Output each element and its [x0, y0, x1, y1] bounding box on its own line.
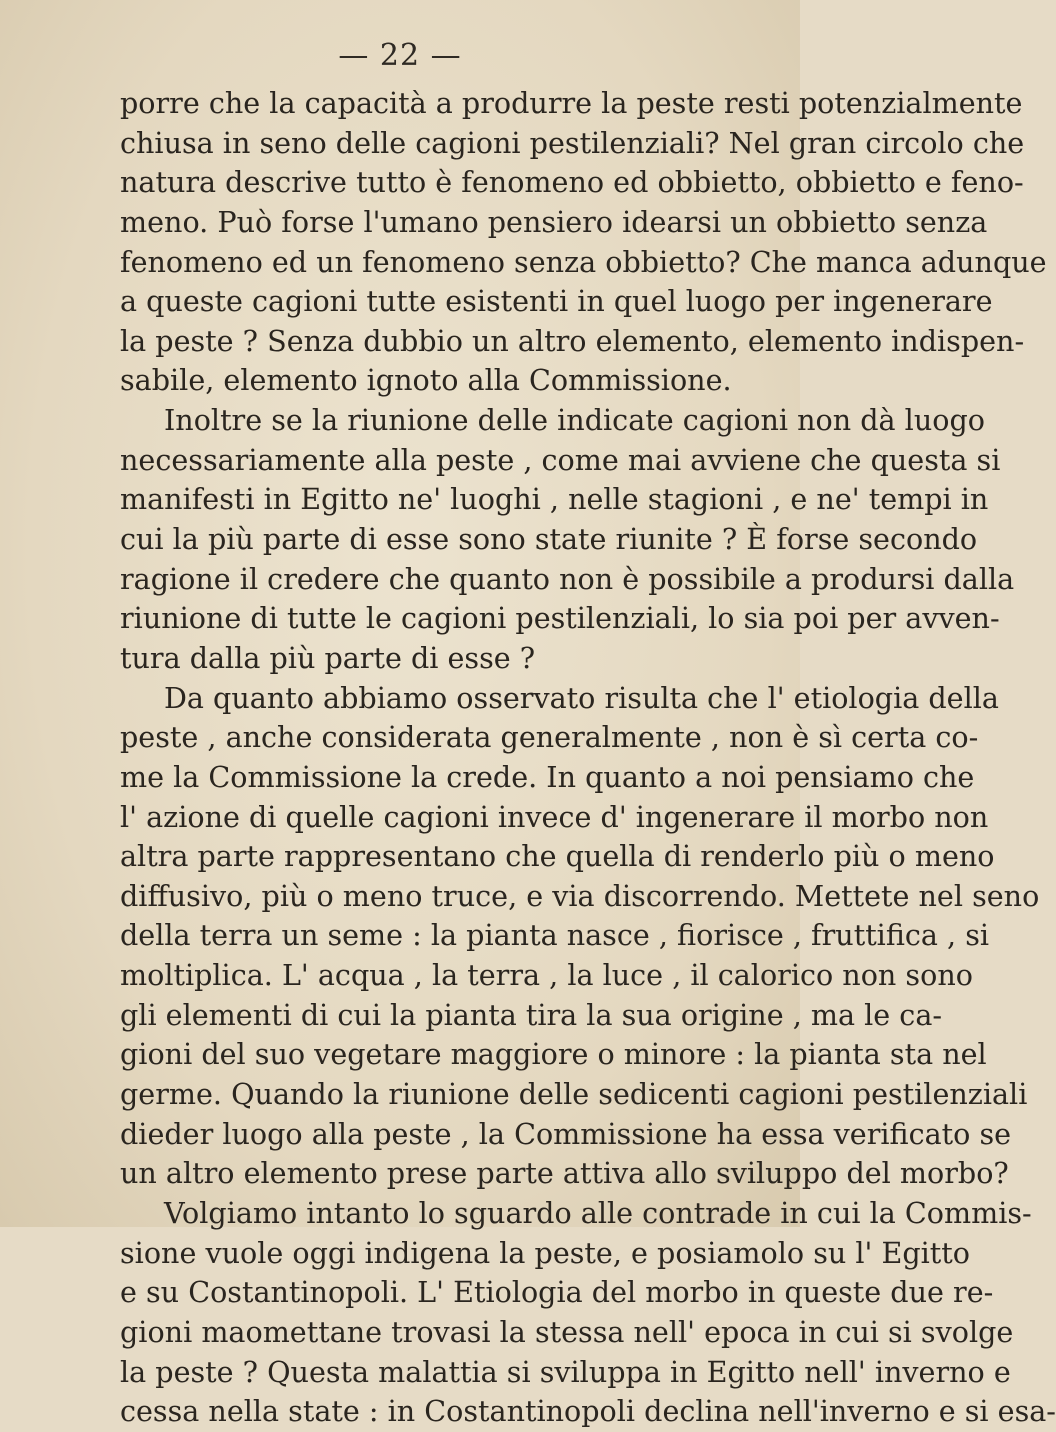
text-line: gioni del suo vegetare maggiore o minore : la pianta sta nel	[120, 1037, 987, 1072]
text-line: gli elementi di cui la pianta tira la sua origine , ma le ca-	[120, 997, 943, 1032]
text-line: la peste ? Senza dubbio un altro elemento, elemento indispen-	[120, 323, 1025, 358]
text-line: l' azione di quelle cagioni invece d' ingenerare il morbo non	[120, 799, 989, 834]
text-line: tura dalla più parte di esse ?	[120, 640, 536, 675]
text-line: ragione il credere che quanto non è possibile a prodursi dalla	[120, 561, 1015, 596]
text-line: cui la più parte di esse sono state riunite ? È forse secondo	[120, 522, 978, 557]
text-line: peste , anche considerata generalmente , non è sì certa co-	[120, 720, 979, 755]
text-line: altra parte rappresentano che quella di renderlo più o meno	[120, 839, 995, 874]
text-line: porre che la capacità a produrre la peste resti potenzialmente	[120, 86, 1023, 120]
text-line: riunione di tutte le cagioni pestilenziali, lo sia poi per avven-	[120, 601, 1000, 636]
text-line: diffusivo, più o meno truce, e via discorrendo. Mettete nel seno	[120, 878, 1040, 913]
text-line: dieder luogo alla peste , la Commissione ha essa verificato se	[120, 1116, 1012, 1151]
page-number: — 22 —	[338, 38, 462, 73]
text-line: fenomeno ed un fenomeno senza obbietto? Che manca adunque	[120, 244, 1047, 279]
text-line: gioni maomettane trovasi la stessa nell' epoca in cui si svolge	[120, 1314, 1014, 1349]
text-line: Volgiamo intanto lo sguardo alle contrade in cui la Commis-	[164, 1195, 1032, 1230]
text-line: sabile, elemento ignoto alla Commissione.	[120, 363, 732, 398]
text-line: natura descrive tutto è fenomeno ed obbietto, obbietto e feno-	[120, 165, 1024, 200]
text-line: necessariamente alla peste , come mai avviene che questa si	[120, 442, 1001, 477]
text-line: della terra un seme : la pianta nasce , fiorisce , fruttifica , si	[120, 918, 990, 953]
body-text	[120, 84, 1056, 1432]
text-line: moltiplica. L' acqua , la terra , la luce , il calorico non sono	[120, 958, 973, 993]
text-line: germe. Quando la riunione delle sedicenti cagioni pestilenziali	[120, 1077, 1028, 1112]
text-line: manifesti in Egitto ne' luoghi , nelle stagioni , e ne' tempi in	[120, 482, 989, 517]
text-line: Da quanto abbiamo osservato risulta che l' etiologia della	[164, 680, 999, 715]
text-line: meno. Può forse l'umano pensiero idearsi un obbietto senza	[120, 204, 988, 239]
text-line: sione vuole oggi indigena la peste, e posiamolo su l' Egitto	[120, 1235, 970, 1270]
text-line: me la Commissione la crede. In quanto a noi pensiamo che	[120, 759, 975, 794]
text-line: un altro elemento prese parte attiva allo sviluppo del morbo?	[120, 1156, 1009, 1191]
text-line: Inoltre se la riunione delle indicate cagioni non dà luogo	[164, 403, 985, 438]
text-line: e su Costantinopoli. L' Etiologia del morbo in queste due re-	[120, 1275, 994, 1310]
text-line: la peste ? Questa malattia si sviluppa in Egitto nell' inverno e	[120, 1354, 1011, 1389]
text-line: chiusa in seno delle cagioni pestilenziali? Nel gran circolo che	[120, 125, 1025, 160]
text-line: a queste cagioni tutte esistenti in quel luogo per ingenerare	[120, 284, 993, 319]
text-line: cessa nella state : in Costantinopoli declina nell'inverno e si esa-	[120, 1394, 1056, 1429]
